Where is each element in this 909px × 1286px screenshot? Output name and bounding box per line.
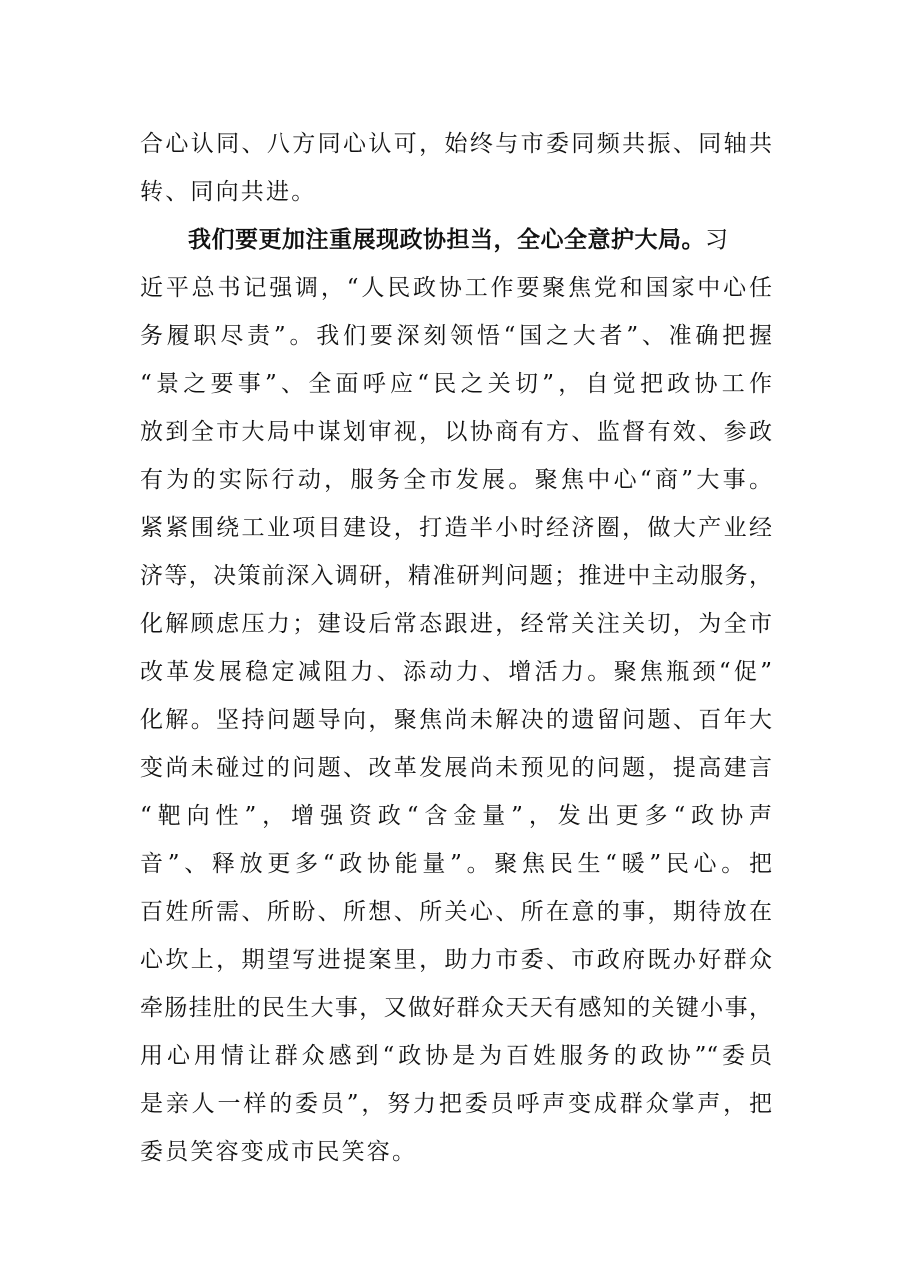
text-line-6: “景之要事”、全面呼应“民之关切”，自觉把政协工作: [140, 371, 772, 397]
text-line-5: 务履职尽责”。我们要深刻领悟“国之大者”、准确把握: [140, 323, 772, 349]
text-line-15: “靶向性”，增强资政“含金量”，发出更多“政协声: [140, 803, 772, 829]
text-line-18: 心坎上，期望写进提案里，助力市委、市政府既办好群众: [140, 947, 772, 973]
text-line-14: 变尚未碰过的问题、改革发展尚未预见的问题，提高建言: [140, 755, 772, 781]
text-line-19: 牵肠挂肚的民生大事，又做好群众天天有感知的关键小事，: [140, 995, 772, 1021]
bold-lead-sentence: 我们要更加注重展现政协担当，全心全意护大局。: [188, 227, 705, 253]
text-line-20: 用心用情让群众感到“政协是为百姓服务的政协”“委员: [140, 1043, 772, 1069]
text-line-4: 近平总书记强调，“人民政协工作要聚焦党和国家中心任: [140, 275, 772, 301]
text-line-2: 转、同向共进。: [140, 179, 317, 205]
text-line-10: 济等，决策前深入调研，精准研判问题；推进中主动服务，: [140, 563, 772, 589]
text-line-1: 合心认同、八方同心认可，始终与市委同频共振、同轴共: [140, 131, 772, 157]
text-line-22: 委员笑容变成市民笑容。: [140, 1139, 418, 1165]
text-line-13: 化解。坚持问题导向，聚焦尚未解决的遗留问题、百年大: [140, 707, 772, 733]
text-line-7: 放到全市大局中谋划审视，以协商有方、监督有效、参政: [140, 419, 772, 445]
text-line-16: 音”、释放更多“政协能量”。聚焦民生“暖”民心。把: [140, 851, 772, 877]
text-line-11: 化解顾虑压力；建设后常态跟进，经常关注关切，为全市: [140, 611, 772, 637]
text-line-9: 紧紧围绕工业项目建设，打造半小时经济圈，做大产业经: [140, 515, 772, 541]
text-line-8: 有为的实际行动，服务全市发展。聚焦中心“商”大事。: [140, 467, 772, 493]
text-line-12: 改革发展稳定减阻力、添动力、增活力。聚焦瓶颈“促”: [140, 659, 772, 685]
text-line-17: 百姓所需、所盼、所想、所关心、所在意的事，期待放在: [140, 899, 772, 925]
heading-line-tail: 习: [705, 227, 728, 253]
paragraph-heading-line: [188, 224, 772, 256]
text-line-21: 是亲人一样的委员”，努力把委员呼声变成群众掌声，把: [140, 1091, 772, 1117]
